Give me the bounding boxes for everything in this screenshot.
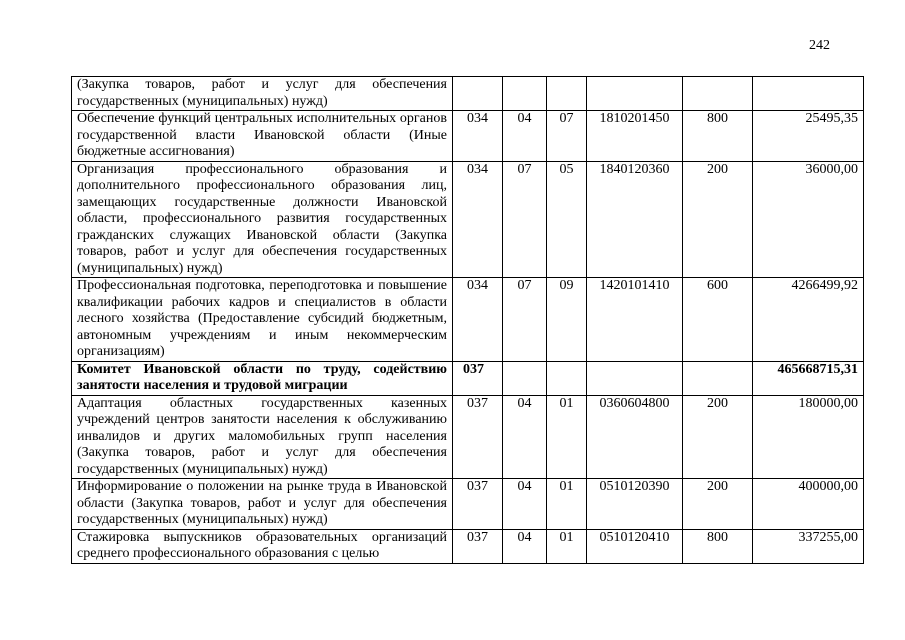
table-row xyxy=(72,161,864,278)
row-name-cell: Профессиональная подготовка, переподготовка и повышение квалификации рабочих кадров и специалистов в области лесного хозяйства (Предоставление субсидий бюджетным, автономным учреждениям и иным некоммерческим организациям) xyxy=(72,278,453,362)
table-row xyxy=(72,479,864,530)
row-target-article-cell xyxy=(587,361,683,395)
row-subsection-cell: 05 xyxy=(547,161,587,278)
row-ministry-code-cell: 037 xyxy=(453,361,503,395)
row-section-cell: 04 xyxy=(503,479,547,530)
row-section-cell: 04 xyxy=(503,529,547,563)
row-target-article-cell: 1810201450 xyxy=(587,111,683,162)
row-section-cell: 04 xyxy=(503,111,547,162)
row-section-cell xyxy=(503,77,547,111)
row-ministry-code-cell: 034 xyxy=(453,111,503,162)
row-amount-cell: 180000,00 xyxy=(753,395,864,479)
row-expense-type-cell: 200 xyxy=(683,395,753,479)
row-expense-type-cell xyxy=(683,77,753,111)
row-amount-cell: 400000,00 xyxy=(753,479,864,530)
row-subsection-cell xyxy=(547,361,587,395)
budget-table xyxy=(71,76,864,564)
row-name-cell: Стажировка выпускников образовательных организаций среднего профессионального образования с целью xyxy=(72,529,453,563)
row-name-cell: (Закупка товаров, работ и услуг для обеспечения государственных (муниципальных) нужд) xyxy=(72,77,453,111)
row-name-cell: Организация профессионального образования и дополнительного профессионального образования лиц, замещающих государственные должности Ивановской области, профессионального развития государственных гражданских служащих Ивановской области (Закупка товаров, работ и услуг для обеспечения государственных (муниципальных) нужд) xyxy=(72,161,453,278)
row-name-cell: Информирование о положении на рынке труда в Ивановской области (Закупка товаров, работ и услуг для обеспечения государственных (муниципальных) нужд) xyxy=(72,479,453,530)
table-row xyxy=(72,77,864,111)
table-row xyxy=(72,111,864,162)
row-ministry-code-cell: 037 xyxy=(453,395,503,479)
table-row xyxy=(72,395,864,479)
row-amount-cell xyxy=(753,77,864,111)
table-body xyxy=(72,77,864,564)
table-row xyxy=(72,361,864,395)
row-amount-cell: 465668715,31 xyxy=(753,361,864,395)
row-amount-cell: 36000,00 xyxy=(753,161,864,278)
row-subsection-cell xyxy=(547,77,587,111)
row-subsection-cell: 01 xyxy=(547,529,587,563)
row-subsection-cell: 09 xyxy=(547,278,587,362)
row-section-cell: 04 xyxy=(503,395,547,479)
row-target-article-cell: 0510120390 xyxy=(587,479,683,530)
row-ministry-code-cell: 037 xyxy=(453,529,503,563)
row-amount-cell: 4266499,92 xyxy=(753,278,864,362)
row-section-cell xyxy=(503,361,547,395)
row-name-cell: Адаптация областных государственных казенных учреждений центров занятости населения к обслуживанию инвалидов и других маломобильных групп населения (Закупка товаров, работ и услуг для обеспечения государственных (муниципальных) нужд) xyxy=(72,395,453,479)
row-section-cell: 07 xyxy=(503,161,547,278)
row-subsection-cell: 07 xyxy=(547,111,587,162)
row-ministry-code-cell: 037 xyxy=(453,479,503,530)
row-expense-type-cell: 600 xyxy=(683,278,753,362)
row-ministry-code-cell xyxy=(453,77,503,111)
row-section-cell: 07 xyxy=(503,278,547,362)
row-target-article-cell: 0510120410 xyxy=(587,529,683,563)
page-number: 242 xyxy=(809,38,830,53)
table-row xyxy=(72,278,864,362)
row-expense-type-cell: 200 xyxy=(683,479,753,530)
table-row xyxy=(72,529,864,563)
row-subsection-cell: 01 xyxy=(547,395,587,479)
row-name-cell: Комитет Ивановской области по труду, содействию занятости населения и трудовой миграции xyxy=(72,361,453,395)
row-target-article-cell: 0360604800 xyxy=(587,395,683,479)
row-target-article-cell: 1840120360 xyxy=(587,161,683,278)
row-target-article-cell xyxy=(587,77,683,111)
row-amount-cell: 25495,35 xyxy=(753,111,864,162)
row-amount-cell: 337255,00 xyxy=(753,529,864,563)
row-subsection-cell: 01 xyxy=(547,479,587,530)
row-ministry-code-cell: 034 xyxy=(453,161,503,278)
row-target-article-cell: 1420101410 xyxy=(587,278,683,362)
row-expense-type-cell xyxy=(683,361,753,395)
row-expense-type-cell: 200 xyxy=(683,161,753,278)
row-expense-type-cell: 800 xyxy=(683,529,753,563)
row-ministry-code-cell: 034 xyxy=(453,278,503,362)
row-name-cell: Обеспечение функций центральных исполнительных органов государственной власти Ивановской области (Иные бюджетные ассигнования) xyxy=(72,111,453,162)
row-expense-type-cell: 800 xyxy=(683,111,753,162)
